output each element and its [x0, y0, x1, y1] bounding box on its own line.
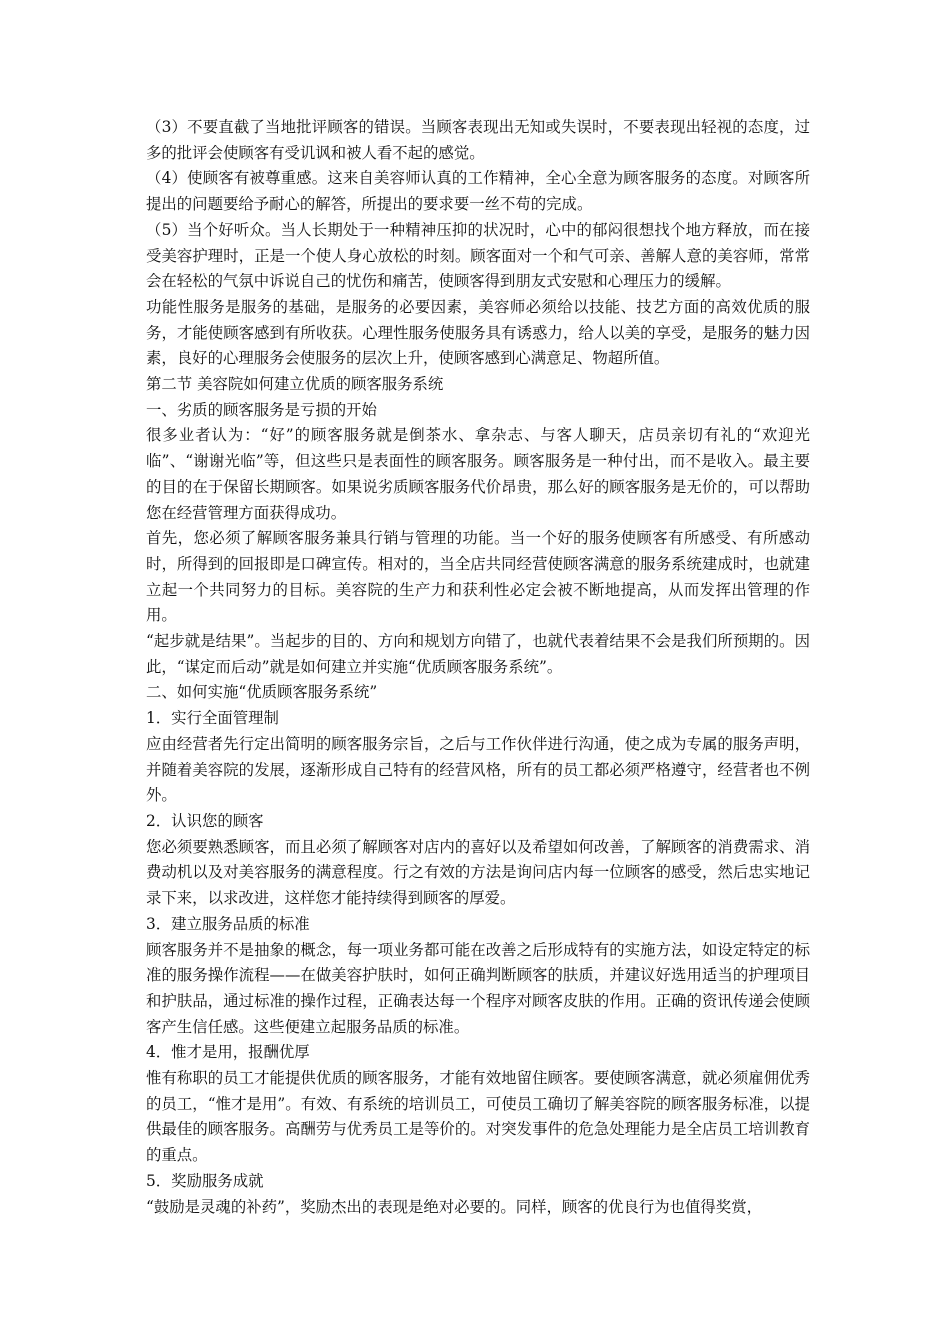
subsection-heading-2: 二、如何实施“优质顾客服务系统”: [146, 683, 378, 702]
section-heading: 第二节 美容院如何建立优质的顾客服务系统: [146, 375, 444, 394]
paragraph-functional-service: 功能性服务是服务的基础，是服务的必要因素，美容师必须给以技能、技艺方面的高效优质的服务，才能使顾客感到有所收获。心理性服务使服务具有诱惑力，给人以美的享受，是服务的魅力因素，良好的心理服务会使服务的层次上升，使顾客感到心满意足、物超所值。: [146, 297, 810, 368]
paragraph-point-5: （5）当个好听众。当人长期处于一种精神压抑的状况时，心中的郁闷很想找个地方释放，而在接受美容护理时，正是一个使人身心放松的时刻。顾客面对一个和气可亲、善解人意的美容师，常常会在轻松的气氛中诉说自己的忧伤和痛苦，使顾客得到朋友式安慰和心理压力的缓解。: [146, 220, 810, 291]
item-body-5: “鼓励是灵魂的补药”，奖励杰出的表现是绝对必要的。同样，顾客的优良行为也值得奖赏，: [146, 1197, 762, 1216]
item-heading-4: 4．惟才是用，报酬优厚: [146, 1043, 310, 1062]
paragraph-point-3: （3）不要直截了当地批评顾客的错误。当顾客表现出无知或失误时，不要表现出轻视的态度，过多的批评会使顾客有受讥讽和被人看不起的感觉。: [146, 118, 810, 162]
item-heading-1: 1．实行全面管理制: [146, 709, 279, 728]
document-body: [146, 115, 810, 1220]
subsection-heading-1: 一、劣质的顾客服务是亏损的开始: [146, 400, 377, 419]
item-body-1: 应由经营者先行定出简明的顾客服务宗旨，之后与工作伙伴进行沟通，使之成为专属的服务声明，并随着美容院的发展，逐渐形成自己特有的经营风格，所有的员工都必须严格遵守，经营者也不例外。: [146, 734, 810, 805]
paragraph-point-4: （4）使顾客有被尊重感。这来自美容师认真的工作精神，全心全意为顾客服务的态度。对顾客所提出的问题要给予耐心的解答，所提出的要求要一丝不苟的完成。: [146, 169, 810, 214]
item-body-4: 惟有称职的员工才能提供优质的顾客服务，才能有效地留住顾客。要使顾客满意，就必须雇佣优秀的员工，“惟才是用”。有效、有系统的培训员工，可使员工确切了解美容院的顾客服务标准，以提供最佳的顾客服务。高酬劳与优秀员工是等价的。对突发事件的危急处理能力是全店员工培训教育的重点。: [146, 1069, 810, 1165]
paragraph-start-is-result: “起步就是结果”。当起步的目的、方向和规划方向错了，也就代表着结果不会是我们所预期的。因此，“谋定而后动”就是如何建立并实施“优质顾客服务系统”。: [146, 632, 810, 676]
item-body-2: 您必须要熟悉顾客，而且必须了解顾客对店内的喜好以及希望如何改善，了解顾客的消费需求、消费动机以及对美容服务的满意程度。行之有效的方法是询问店内每一位顾客的感受，然后忠实地记录下来，以求改进，这样您才能持续得到顾客的厚爱。: [146, 837, 810, 908]
item-heading-5: 5．奖励服务成就: [146, 1171, 264, 1190]
paragraph-first: 首先，您必须了解顾客服务兼具行销与管理的功能。当一个好的服务使顾客有所感受、有所感动时，所得到的回报即是口碑宣传。相对的，当全店共同经营使顾客满意的服务系统建成时，也就建立起一个共同努力的目标。美容院的生产力和获利性必定会被不断地提高，从而发挥出管理的作用。: [146, 529, 810, 625]
paragraph-good-service: 很多业者认为：“好”的顾客服务就是倒茶水、拿杂志、与客人聊天，店员亲切有礼的“欢迎光临”、“谢谢光临”等，但这些只是表面性的顾客服务。顾客服务是一种付出，而不是收入。最主要的目的在于保留长期顾客。如果说劣质顾客服务代价昂贵，那么好的顾客服务是无价的，可以帮助您在经营管理方面获得成功。: [146, 426, 810, 522]
item-heading-3: 3．建立服务品质的标准: [146, 914, 310, 933]
item-body-3: 顾客服务并不是抽象的概念，每一项业务都可能在改善之后形成特有的实施方法，如设定特定的标准的服务操作流程——在做美容护肤时，如何正确判断顾客的肤质，并建议好选用适当的护理项目和护肤品，通过标准的操作过程，正确表达每一个程序对顾客皮肤的作用。正确的资讯传递会使顾客产生信任感。这些便建立起服务品质的标准。: [146, 940, 810, 1036]
item-heading-2: 2．认识您的顾客: [146, 811, 264, 830]
